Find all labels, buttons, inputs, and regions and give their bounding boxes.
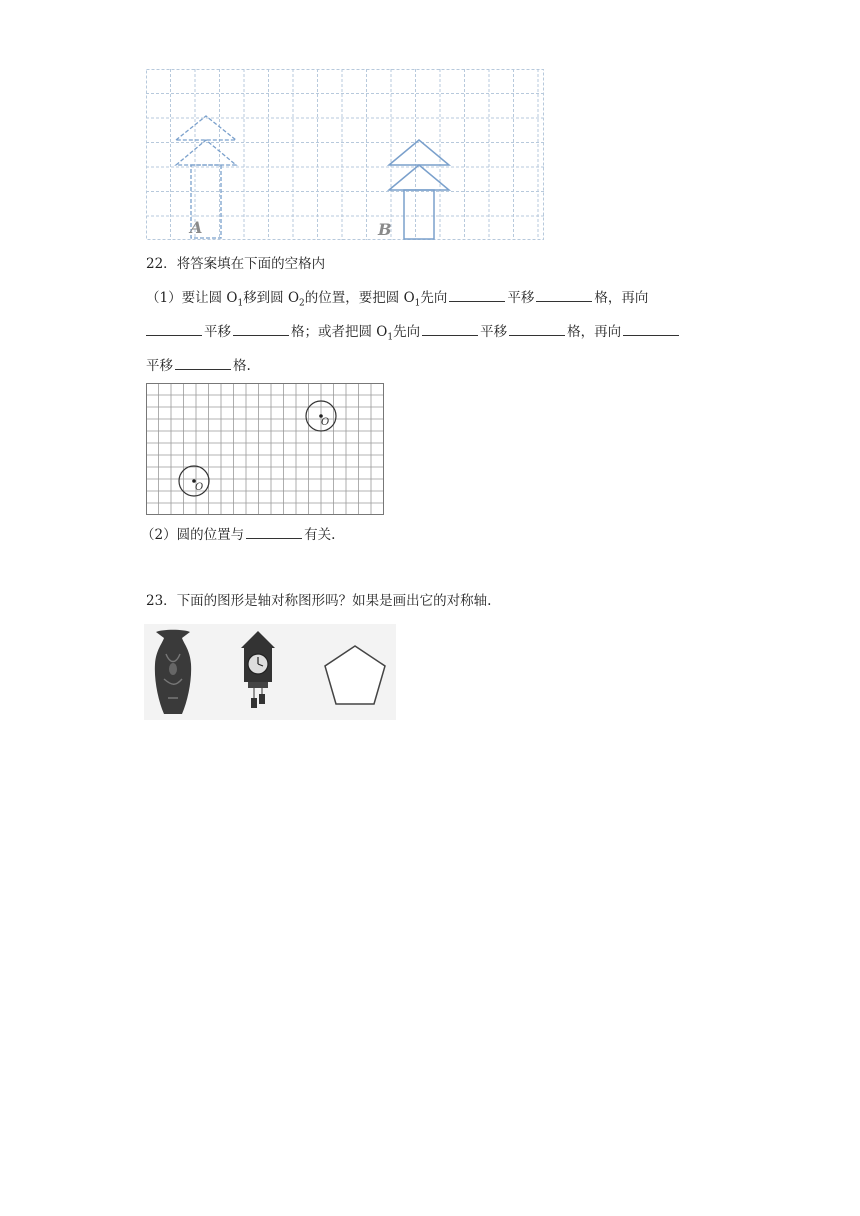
text: 有关. xyxy=(304,527,336,543)
answer-blank[interactable] xyxy=(146,322,202,336)
shape-a xyxy=(176,116,236,238)
circle-o1-label: O xyxy=(195,482,204,493)
answer-blank[interactable] xyxy=(536,288,592,302)
text: 平移 xyxy=(507,290,535,306)
top-grid-figure xyxy=(146,69,546,241)
text: 格，再向 xyxy=(567,324,622,340)
answer-blank[interactable] xyxy=(509,322,565,336)
text: 移到圆 O xyxy=(243,290,300,306)
text: （1）要让圆 O xyxy=(146,290,238,306)
text: 格，再向 xyxy=(594,290,649,306)
q22-part1-line1 xyxy=(146,288,648,313)
label-a: A xyxy=(190,218,203,237)
q22-part1-line3 xyxy=(146,356,251,375)
subscript: 2 xyxy=(299,298,305,309)
text: 的位置，要把圆 O xyxy=(304,290,415,306)
answer-blank[interactable] xyxy=(175,356,231,370)
q23-heading xyxy=(146,592,491,610)
q22-heading xyxy=(146,255,325,273)
q23-figures xyxy=(144,624,396,720)
text: 平移 xyxy=(480,324,508,340)
subscript: 1 xyxy=(237,298,244,309)
q22-number: 22． xyxy=(146,256,177,272)
subscript: 1 xyxy=(387,332,394,343)
q22-part2 xyxy=(141,525,335,544)
subscript: 1 xyxy=(414,298,421,309)
answer-blank[interactable] xyxy=(246,525,302,539)
text: 格；或者把圆 O xyxy=(291,324,388,340)
text: 先向 xyxy=(393,324,421,340)
text: 先向 xyxy=(420,290,448,306)
answer-blank[interactable] xyxy=(233,322,289,336)
circle-o2-label: O xyxy=(321,417,330,428)
answer-blank[interactable] xyxy=(449,288,505,302)
answer-blank[interactable] xyxy=(422,322,478,336)
text: 平移 xyxy=(146,358,173,374)
q22-part1-line2 xyxy=(146,322,681,347)
label-b: B xyxy=(378,220,392,239)
q23-text: 下面的图形是轴对称图形吗？如果是画出它的对称轴. xyxy=(176,593,492,609)
q22-title: 将答案填在下面的空格内 xyxy=(176,256,326,272)
text: （2）圆的位置与 xyxy=(141,527,245,543)
circle-grid-figure xyxy=(146,383,386,516)
text: 平移 xyxy=(204,324,231,340)
text: 格. xyxy=(233,358,251,374)
answer-blank[interactable] xyxy=(623,322,679,336)
q23-number: 23． xyxy=(146,593,177,609)
